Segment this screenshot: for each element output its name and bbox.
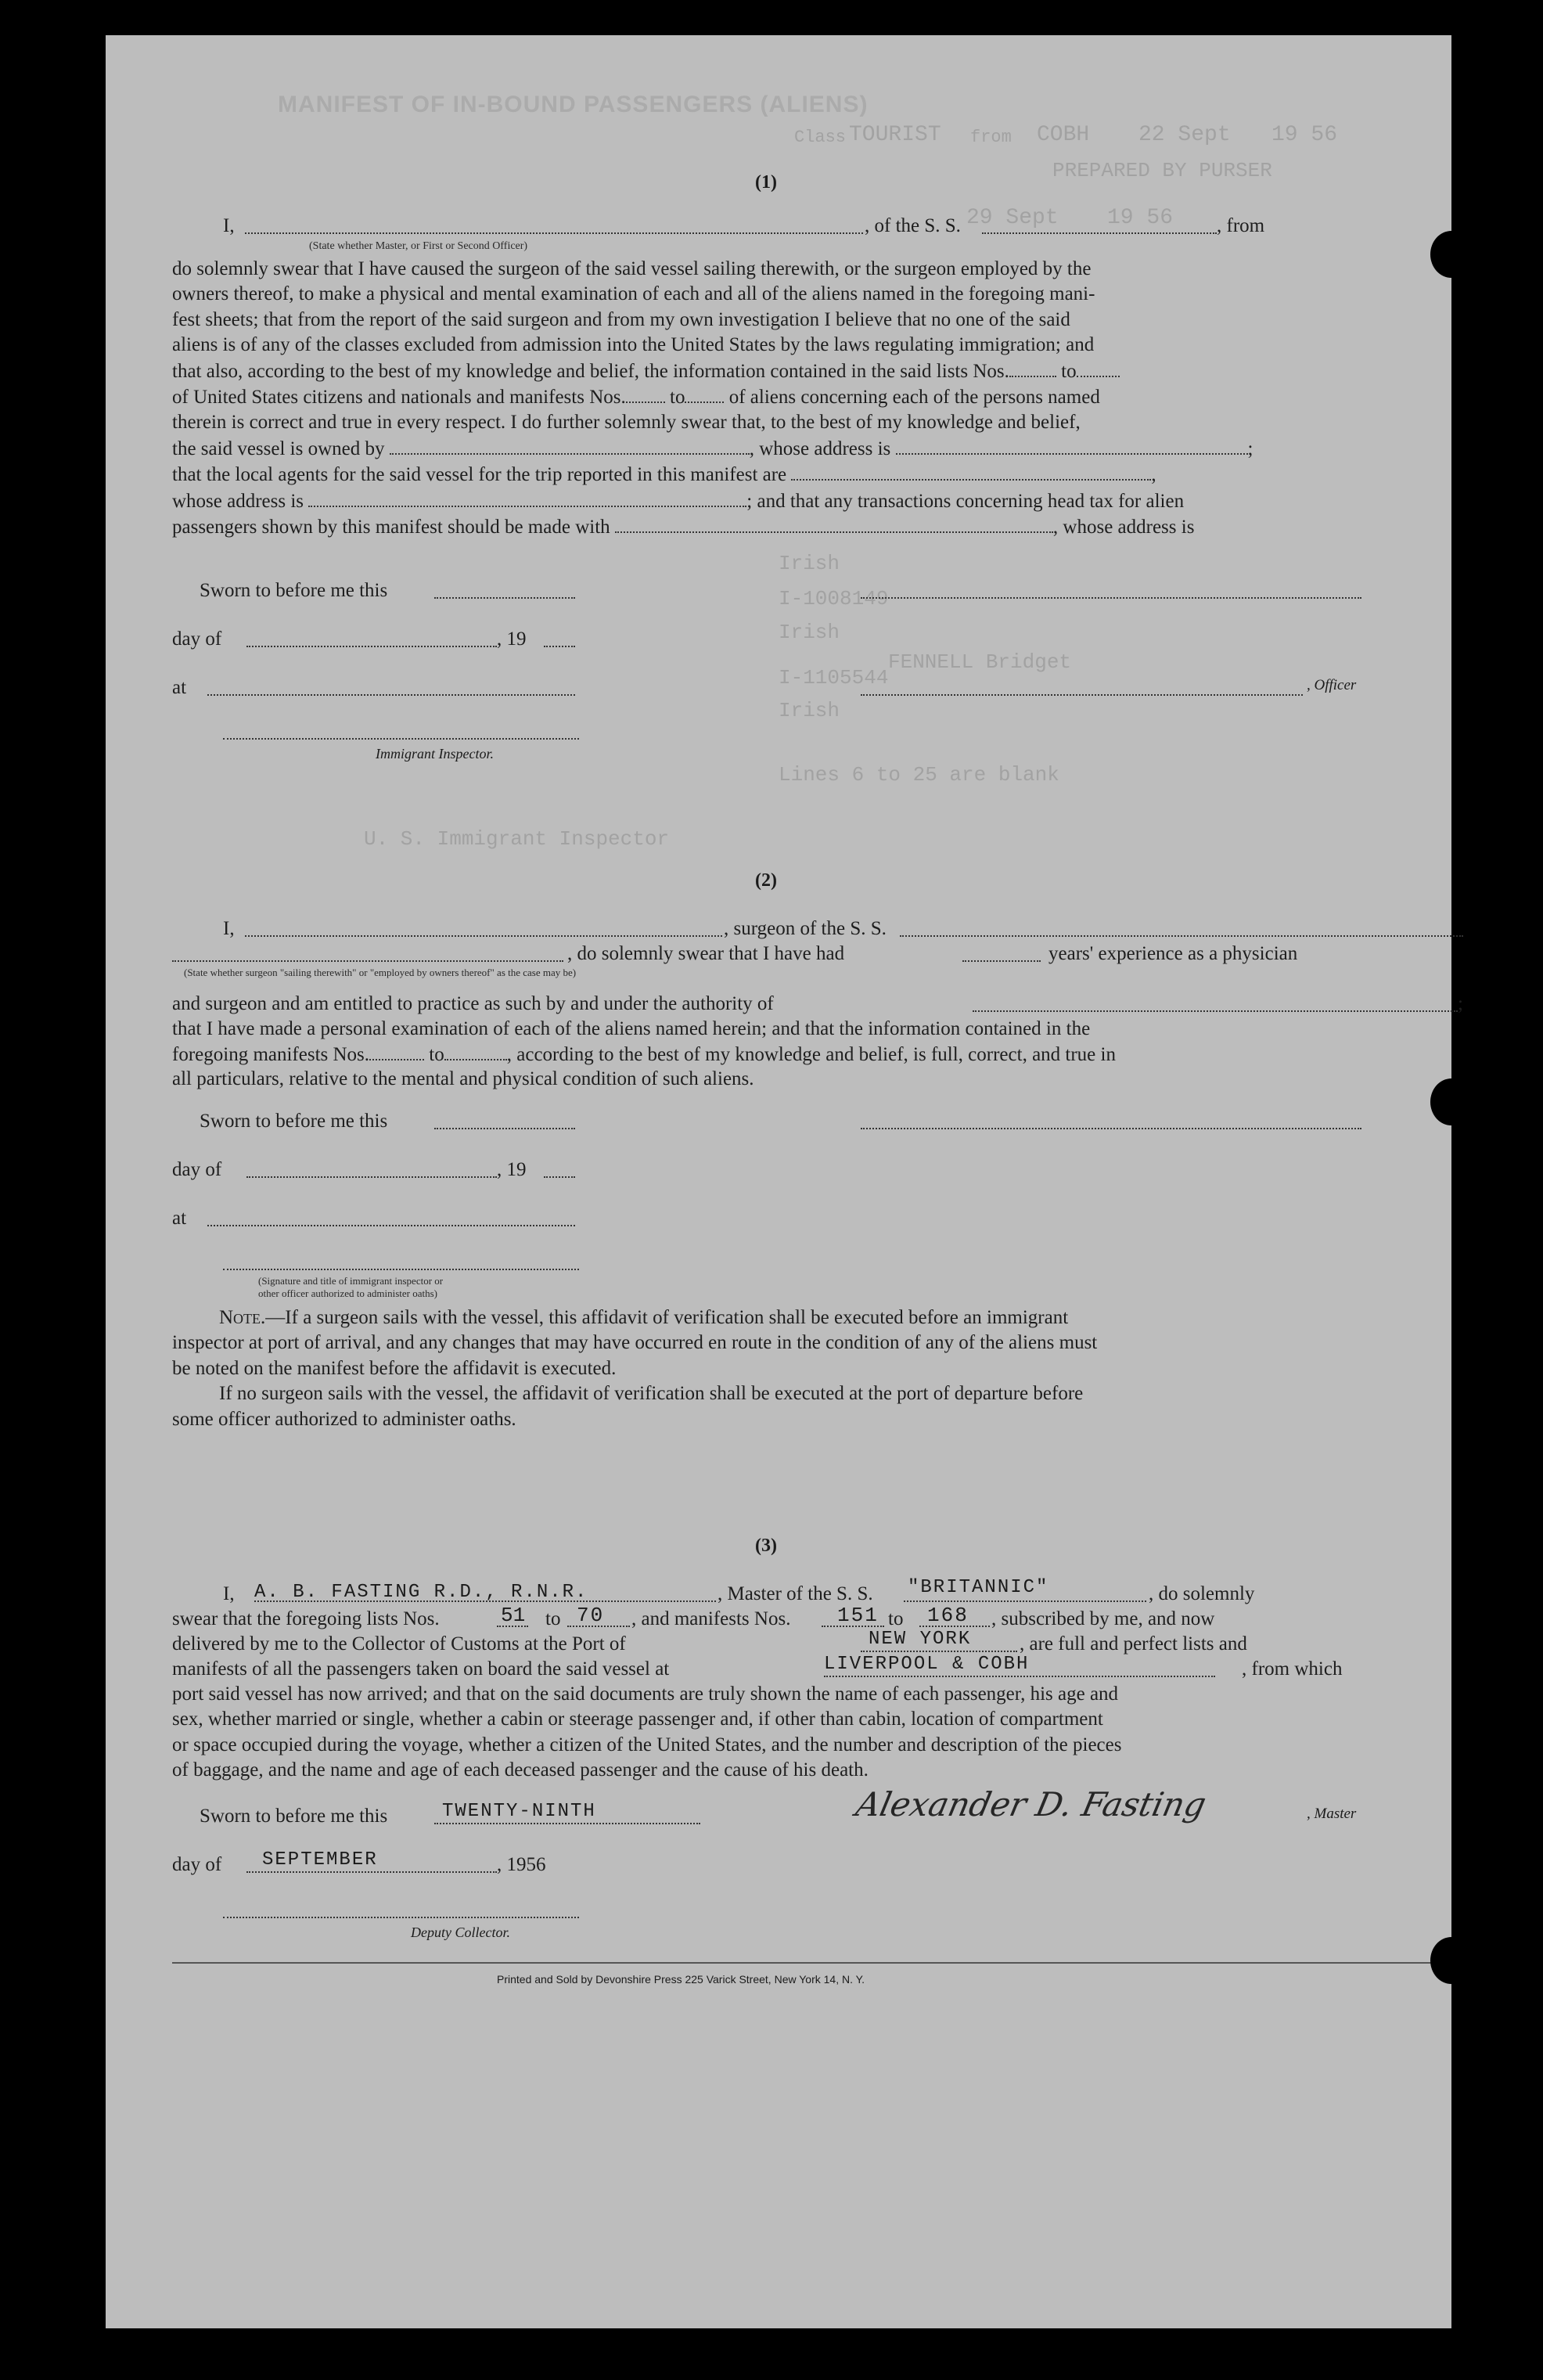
s1-officer-sig-blank	[861, 580, 1361, 599]
s3-collector-caption: Deputy Collector.	[411, 1925, 510, 1940]
manifest-page: MANIFEST OF IN-BOUND PASSENGERS (ALIENS) Class TOURIST from COBH 22 Sept 19 56 29 Sept 19 56 PREPARED BY PURSER (1) I, , of the S. S. , from (State whether Master, or First or Second Officer) do solemnly swear that I have caused the surgeon of the said vessel sailing therewith, or the surgeon employed by the owners thereof, to make a physical and mental examination of each and all of the aliens named in the foregoing mani- fest sheets; that from the report of the said surgeon and from my own investigation I believe that no one of the said aliens is of any of the classes excluded from admission into the United States by the laws regulating immigration; and that also, according to the best of my knowledge and belief, the information contained in the said lists Nos. to of United States citizens and nationals and manifests Nos. to of aliens concerning each of the persons named therein is correct and true in every respect. I do further solemnly swear that, to the best of my knowledge and belief, the said vessel is owned by , whose address is ; that the local agents for the said vessel for the trip reported in this manifest are , whose address is ; and that any transactions concerning head tax for alien passengers shown by this manifest should be made with , whose address is Irish I-1008149 Irish FENNELL Bridget I-1105544 Irish Lines 6 to 25 are blank U. S. Immigrant Inspector Sworn to before me this day of , 19 at , Officer Immigrant Inspector. (2) I, , surgeon of the S. S. , do solemnly swear that I have had years' experience as a physician (State whether surgeon "sailing therewith" or "employed by owners thereof" as the case may be) and surgeon and am entitled to practice as such by and under the authority of ; that I have made a personal examination of each of the aliens named herein; and that the information contained in the foregoing manifests Nos. to , according to the best of my knowledge and belief, is full, correct, and true in all particulars, relative to the mental and physical condition of such aliens. Sworn to before me this day of , 19 at (Signature and title of immigrant inspector or other officer authorized to administer oaths) Note.—If a surgeon sails with the vessel, this affidavit of verification shall be executed before an immigrant inspector at port of arrival, and any changes that may have occurred en route in the condition of any of the aliens must be noted on the manifest before the affidavit is executed. If no surgeon sails with the vessel, the affidavit of verification shall be executed at the port of departure before some officer authorized to administer oaths. (3) I, A. B. FASTING R.D., R.N.R. , Master of the S. S. "BRITANNIC" , do solemnly swear that the foregoing lists Nos. 51 to 70 , and manifests Nos. 151 to 168 , subscribed by me, and now delivered by me to the Collector of Customs at the Port of NEW YORK , are full and perfect lists and manifests of all the passengers taken on board the said vessel at LIVERPOOL & COBH , from which port said vessel has now arrived; and that on the said documents are truly shown the name of each passenger, his age and sex, whether married or single, whether a cabin or steerage passenger and, if other than cabin, location of compartment or space occupied during the voyage, whether a citizen of the United States, and the number and description of the pieces of baggage, and the name and age of each deceased passenger and the cause of his death. Sworn to before me this TWENTY-NINTH Alexander D. Fasting , Master day of SEPTEMBER , 1956 Deputy Collector. Printed and Sold by Devonshire Press 225 Varick Street, New York 14, N. Y.	[106, 35, 1451, 2328]
s3-master: , Master	[1307, 1806, 1357, 1822]
section-3-number: (3)	[755, 1536, 777, 1556]
s1-line-9: whose address is	[172, 490, 304, 512]
printer-line: Printed and Sold by Devonshire Press 225 Varick Street, New York 14, N. Y.	[497, 1973, 865, 1986]
s2-sworn: Sworn to before me this	[200, 1111, 388, 1132]
s1-i-label: I,	[223, 215, 235, 236]
s3-year: , 1956	[497, 1854, 546, 1875]
s3-month: SEPTEMBER	[262, 1849, 378, 1871]
s3-sworn: Sworn to before me this	[200, 1806, 388, 1827]
bleed-line-5: Irish	[779, 699, 840, 722]
s3-solemnly: , do solemnly	[1149, 1583, 1255, 1604]
header-arriving-year: 19 56	[1107, 206, 1174, 230]
s1-to-1: to	[1061, 360, 1077, 382]
s3-master-of: , Master of the S. S.	[718, 1583, 873, 1604]
bleed-line-0: Irish	[779, 552, 840, 575]
header-year-sailed: 19 56	[1271, 123, 1338, 147]
s1-to-2: to	[670, 387, 685, 409]
punch-hole-top	[1430, 231, 1473, 278]
s1-of-ship: , of the S. S.	[865, 215, 961, 236]
s3-body-line-0: port said vessel has now arrived; and that on the said documents are truly shown the name of each passenger, his age and	[172, 1683, 1119, 1705]
s2-sig-caption-2: other officer authorized to administer oaths)	[258, 1287, 437, 1299]
s1-day-of: day of	[172, 628, 222, 650]
class-value: TOURIST	[849, 123, 941, 147]
manifest-title: MANIFEST OF IN-BOUND PASSENGERS (ALIENS)	[278, 92, 869, 117]
bleed-line-7: U. S. Immigrant Inspector	[364, 827, 670, 851]
s2-day-of: day of	[172, 1159, 222, 1180]
bleed-line-6: Lines 6 to 25 are blank	[779, 763, 1059, 787]
s1-officer-caption: (State whether Master, or First or Second Officer)	[309, 240, 528, 252]
s1-nineteen: , 19	[497, 628, 527, 650]
s3-manifests-from: 151	[837, 1604, 879, 1627]
s2-sig-caption-1: (Signature and title of immigrant inspector or	[258, 1275, 444, 1287]
s3-manifests-to: 168	[927, 1604, 969, 1627]
s1-of-aliens: of aliens concerning each of the persons named	[728, 387, 1100, 409]
s2-surgeon-of: , surgeon of the S. S.	[724, 918, 887, 939]
s2-note2-line-1: some officer authorized to administer oaths.	[172, 1408, 516, 1430]
s2-note2-line-0: If no surgeon sails with the vessel, the affidavit of verification shall be executed at the port of departure before	[219, 1383, 1084, 1405]
s2-note-line-0: —If a surgeon sails with the vessel, this affidavit of verification shall be executed before an immigrant	[265, 1307, 1069, 1328]
s3-lists-to-word: to	[545, 1608, 561, 1629]
bleed-line-1: I-1008149	[779, 587, 889, 610]
s1-line-10: passengers shown by this manifest should be made with	[172, 517, 610, 538]
s3-sworn-day: TWENTY-NINTH	[442, 1801, 596, 1822]
s2-line3: and surgeon and am entitled to practice as such by and under the authority of	[172, 993, 774, 1014]
s2-line5b: to	[429, 1044, 444, 1065]
s1-line-8: that the local agents for the said vessel for the trip reported in this manifest are	[172, 464, 787, 486]
s1-inspector-caption: Immigrant Inspector.	[376, 746, 494, 762]
s3-port-from: LIVERPOOL & COBH	[824, 1654, 1030, 1675]
s2-swear-line: , do solemnly swear that I have had	[567, 943, 845, 964]
s1-at: at	[172, 677, 187, 698]
s3-manifests-to-word: to	[888, 1608, 904, 1629]
s2-line5c: , according to the best of my knowledge and belief, is full, correct, and true in	[506, 1044, 1116, 1065]
s3-manifests-line: manifests of all the passengers taken on board the said vessel at	[172, 1658, 670, 1680]
s1-line-1: owners thereof, to make a physical and mental examination of each and all of the aliens named in the foregoing mani-	[172, 283, 1095, 305]
s1-head-tax: ; and that any transactions concerning head tax for alien	[746, 490, 1185, 512]
header-prepared-by: PREPARED BY PURSER	[1052, 159, 1272, 182]
s3-body-line-2: or space occupied during the voyage, whether a citizen of the United States, and the number and description of the pieces	[172, 1734, 1122, 1755]
s3-lists-pre: swear that the foregoing lists Nos.	[172, 1608, 440, 1629]
s1-line-3: aliens is of any of the classes excluded from admission into the United States by the laws regulating immigration; and	[172, 334, 1095, 356]
s3-full-lists: , are full and perfect lists and	[1020, 1633, 1247, 1654]
s3-day-of: day of	[172, 1854, 222, 1875]
s2-note-line-2: be noted on the manifest before the affidavit is executed.	[172, 1357, 617, 1379]
header-port-from: COBH	[1037, 123, 1090, 147]
s2-line6: all particulars, relative to the mental and physical condition of such aliens.	[172, 1068, 754, 1089]
s1-officer: , Officer	[1307, 677, 1357, 693]
s2-line5a: foregoing manifests Nos.	[172, 1044, 370, 1065]
s1-officer-blank	[245, 215, 863, 234]
s2-i-label: I,	[223, 918, 235, 939]
footer-rule	[172, 1962, 1471, 1964]
s2-years: years' experience as a physician	[1048, 943, 1298, 964]
s3-manifests-word: , and manifests Nos.	[631, 1608, 791, 1629]
s2-note-label: Note.	[219, 1307, 266, 1328]
s3-i-label: I,	[223, 1583, 235, 1604]
s1-line-6: therein is correct and true in every respect. I do further solemnly swear that, to the best of my knowledge and belief,	[172, 412, 1081, 434]
section-2-number: (2)	[755, 870, 777, 891]
bleed-line-3: FENNELL Bridget	[888, 650, 1072, 674]
s2-note-line-1: inspector at port of arrival, and any changes that may have occurred en route in the condition of any of the aliens must	[172, 1332, 1098, 1354]
s3-master-name: A. B. FASTING R.D., R.N.R.	[254, 1582, 588, 1603]
s3-body-line-3: of baggage, and the name and age of each deceased passenger and the cause of his death.	[172, 1759, 869, 1781]
class-word: Class	[794, 128, 847, 147]
s3-body-line-1: sex, whether married or single, whether a cabin or steerage passenger and, if other than cabin, location of compartment	[172, 1708, 1103, 1730]
s1-from: , from	[1217, 215, 1265, 236]
punch-hole-bottom	[1430, 1937, 1473, 1984]
s3-port: NEW YORK	[869, 1629, 972, 1650]
s2-line4: that I have made a personal examination of each of the aliens named herein; and that the information contained in the	[172, 1018, 1091, 1039]
s1-line-0: do solemnly swear that I have caused the surgeon of the said vessel sailing therewith, or the surgeon employed by the	[172, 258, 1092, 279]
s1-line-4: that also, according to the best of my knowledge and belief, the information contained in the said lists Nos.	[172, 360, 1009, 382]
s3-ship: "BRITANNIC"	[908, 1577, 1049, 1598]
s3-lists-to: 70	[577, 1604, 605, 1627]
section-1-number: (1)	[755, 172, 777, 193]
s2-at: at	[172, 1208, 187, 1229]
s3-delivered: delivered by me to the Collector of Customs at the Port of	[172, 1633, 626, 1654]
s2-caption: (State whether surgeon "sailing therewith" or "employed by owners thereof" as the case may be)	[184, 967, 577, 978]
s1-line-2: fest sheets; that from the report of the said surgeon and from my own investigation I believe that no one of the said	[172, 308, 1070, 330]
bleed-line-4: I-1105544	[779, 666, 889, 690]
master-signature: Alexander D. Fasting	[852, 1785, 1210, 1824]
s3-subscribed: , subscribed by me, and now	[991, 1608, 1215, 1629]
s2-nineteen: , 19	[497, 1159, 527, 1180]
s1-ship-blank	[982, 215, 1217, 234]
s1-sworn: Sworn to before me this	[200, 580, 388, 601]
s1-whose-address: , whose address is	[749, 437, 891, 459]
s3-paragraph	[172, 1682, 1471, 1784]
s2-note	[172, 1305, 1471, 1432]
s3-lists-from: 51	[501, 1604, 526, 1627]
s1-paragraph: do solemnly swear that I have caused the surgeon of the said vessel sailing therewith, or the surgeon employed by the owners thereof, to make a physical and mental examination of each and all of the aliens named in the foregoing mani- fest sheets; that from the report of the said surgeon and from my own investigation I believe that no one of the said aliens is of any of the classes excluded from admission into the United States by the laws regulating immigration; and that also, according to the best of my knowledge and belief, the information contained in the said lists Nos. to of United States citizens and nationals and manifests Nos. to of aliens concerning each of the persons named therein is correct and true in every respect. I do further solemnly swear that, to the best of my knowledge and belief, the said vessel is owned by , whose address is ; that the local agents for the said vessel for the trip reported in this manifest are , whose address is ; and that any transactions concerning head tax for alien passengers shown by this manifest should be made with , whose address is	[172, 257, 1471, 540]
bleed-line-2: Irish	[779, 621, 840, 644]
header-arriving-date: 29 Sept	[966, 206, 1059, 230]
punch-hole-middle	[1430, 1078, 1473, 1125]
s1-line-7: the said vessel is owned by	[172, 437, 385, 459]
s1-line-5: of United States citizens and nationals and manifests Nos.	[172, 387, 626, 409]
s1-whose-address-2: , whose address is	[1052, 517, 1195, 538]
s3-from-which: , from which	[1242, 1658, 1343, 1680]
from-word: from	[970, 128, 1012, 147]
header-date-sailed: 22 Sept	[1138, 123, 1231, 147]
